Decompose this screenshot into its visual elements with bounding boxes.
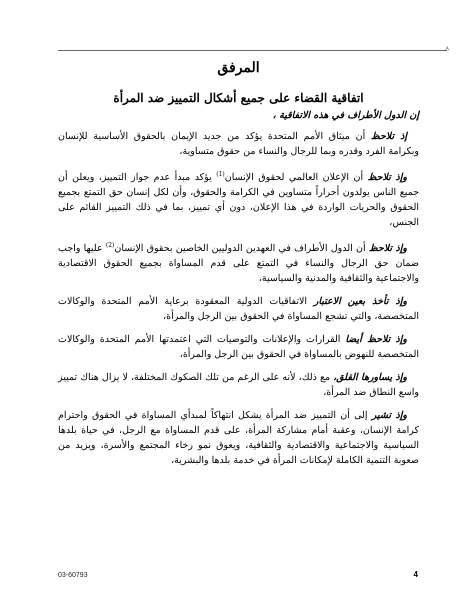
paragraph-text: أن ميثاق الأمم المتحدة يؤكد من جديد الإيمان بالحقوق الأساسية للإنسان وبكرامة الفرد وقدره وبما للرجال والنساء من حقوق متساوية، [58, 131, 419, 157]
paragraph-text: القرارات والإعلانات والتوصيات التي اعتمدتها الأمم المتحدة والوكالات المتخصصة للنهوض بالمساواة في الحقوق بين الرجل والمرأة، [58, 334, 419, 361]
paragraph-lead: وإذ تلاحظ أيضا [345, 334, 407, 346]
paragraph-lead: وإذ تلاحظ [368, 243, 408, 255]
header-rule [58, 50, 447, 51]
document-body [58, 108, 419, 476]
paragraph-lead: وإذ يساورها القلق، [333, 372, 407, 384]
paragraph-4 [58, 294, 419, 324]
paragraph-text: أن الدول الأطراف في العهدين الدوليين الخاصين بحقوق الإنسان [114, 243, 369, 255]
paragraph-5 [58, 332, 419, 362]
paragraph-6 [58, 370, 419, 400]
paragraph-lead: وإذ تأخذ بعين الاعتبار [313, 296, 408, 308]
page-number: 4 [413, 570, 418, 579]
paragraph-lead: وإذ تشير [371, 410, 407, 422]
paragraph-3 [58, 238, 419, 286]
paragraph-text: إلى أن التمييز ضد المرأة يشكل انتهاكاً لمبدأي المساواة في الحقوق واحترام كرامة الإنسان، وعقبة أمام مشاركة المرأة، على قدم المساواة مع الرجل، في حياة بلدها السياسية والاجتماعية والاقتصادية والثقافية، ويعوق نمو رخاء المجتمع والأسرة، ويزيد من صعوبة التنمية الكاملة لإمكانات المرأة في خدمة بلدها والبشرية، [58, 410, 419, 467]
paragraph-7 [58, 408, 419, 468]
paragraph-text-cont: عليها واجب ضمان حق الرجال والنساء في التمتع على قدم المساواة بجميع الحقوق الاقتصادية والاجتماعية والثقافية والمدنية والسياسية، [58, 243, 419, 285]
footnote-ref: (2) [105, 242, 115, 250]
paragraph-2 [58, 167, 419, 230]
preamble-intro: إن الدول الأطراف في هذه الاتفاقية ، [272, 110, 419, 121]
paragraph-text: أن الإعلان العالمي لحقوق الإنسان [224, 172, 368, 184]
document-subtitle: اتفاقية القضاء على جميع أشكال التمييز ضد المرأة [113, 91, 364, 105]
paragraph-lead: وإذ تلاحظ [367, 172, 407, 184]
paragraph-text-cont: يؤكد مبدأ عدم جواز التمييز، ويعلن أن جميع الناس يولدون أحراراً متساوين في الكرامة والحقوق، وأن لكل إنسان حق التمتع بجميع الحقوق والحريات الواردة في هذا الإعلان، دون أي تمييز، بما في ذلك التمييز القائم على الجنس، [58, 172, 419, 229]
document-number: 03-60793 [58, 572, 88, 579]
footnote-ref: (1) [216, 171, 225, 178]
corner-mark: A [445, 46, 449, 52]
page-title: المرفق [217, 60, 260, 76]
paragraph-1 [58, 129, 419, 159]
paragraph-lead: إذ تلاحظ [370, 131, 407, 142]
paragraph-text: الاتفاقيات الدولية المعقودة برعاية الأمم المتحدة والوكالات المتخصصة، والتي تشجع المساواة في الحقوق بين الرجل والمرأة، [58, 296, 419, 323]
paragraph-text: مع ذلك، لأنه على الرغم من تلك الصكوك المختلفة، لا يزال هناك تمييز واسع النطاق ضد المرأة، [58, 372, 419, 399]
